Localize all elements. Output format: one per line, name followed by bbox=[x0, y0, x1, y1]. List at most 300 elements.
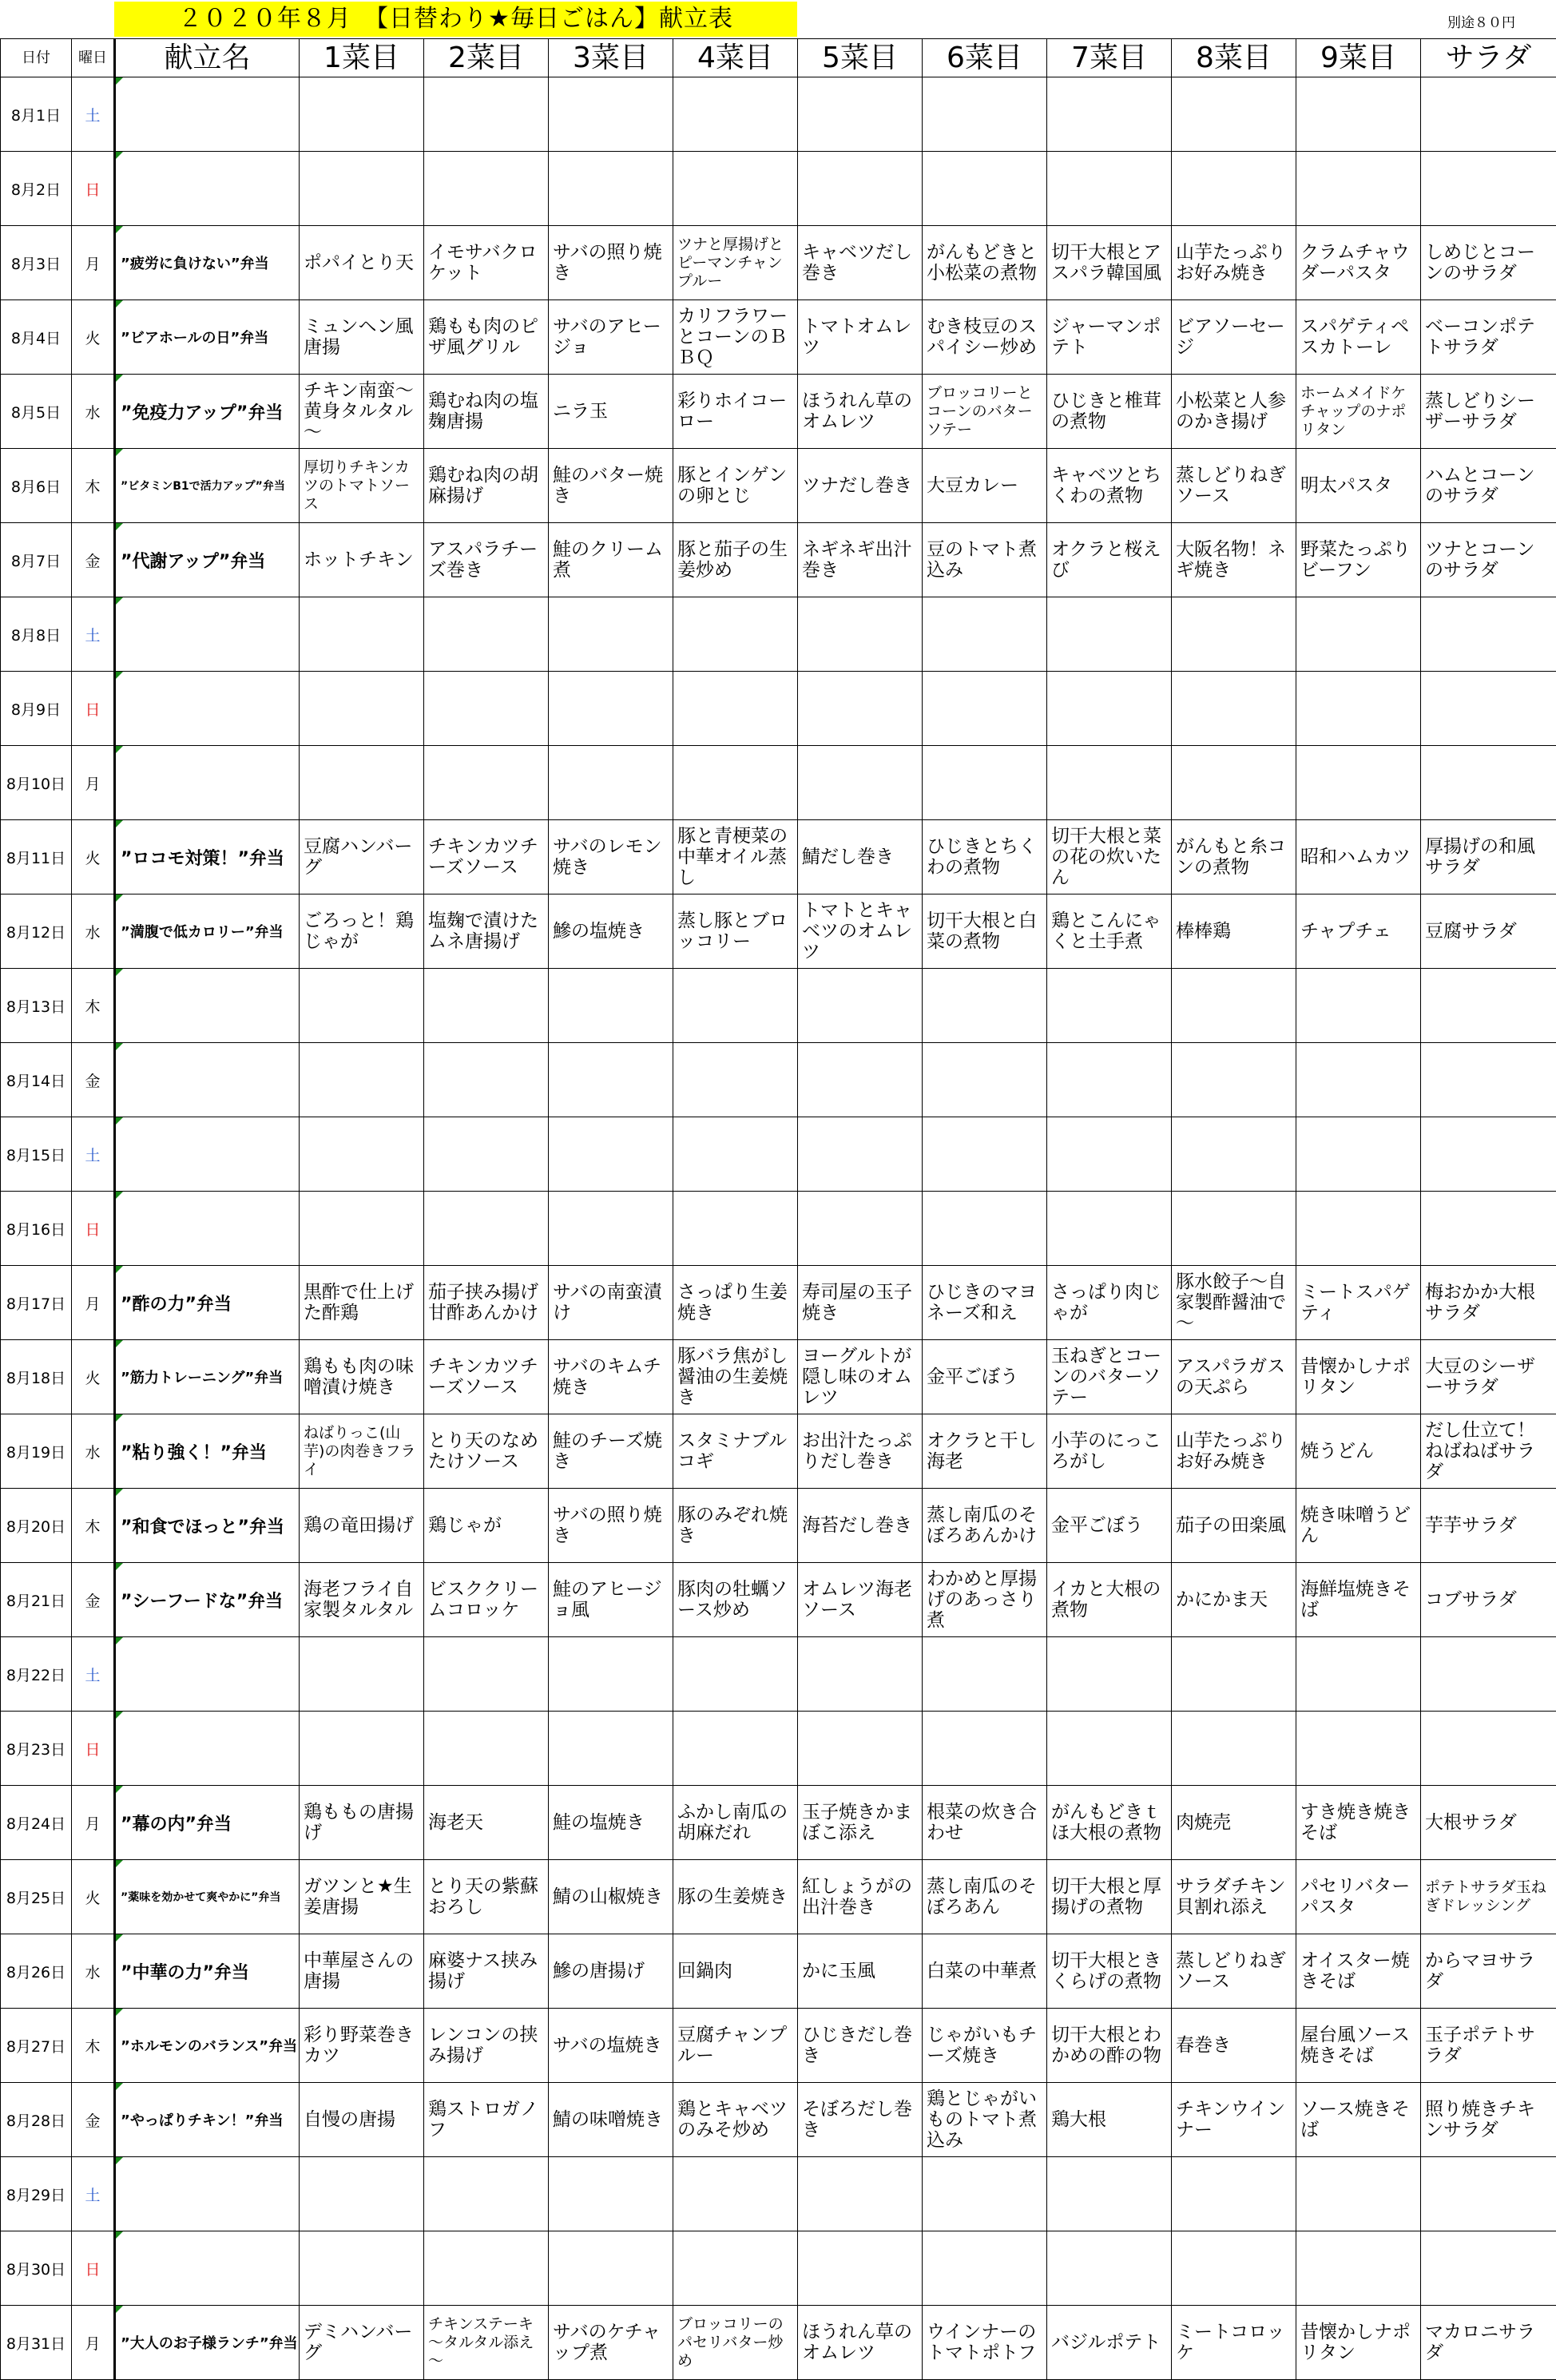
dish-cell bbox=[549, 672, 673, 746]
dish-cell bbox=[300, 969, 424, 1043]
weekday-cell: 金 bbox=[72, 1563, 115, 1637]
header-dish-4: 4菜目 bbox=[673, 39, 798, 77]
dish-cell: 鮭のバター焼き bbox=[549, 449, 673, 523]
dish-cell: 大豆カレー bbox=[923, 449, 1047, 523]
dish-cell: 豚肉の牡蠣ソース炒め bbox=[673, 1563, 798, 1637]
dish-cell: サバのキムチ焼き bbox=[549, 1340, 673, 1414]
dish-cell: 焼き味噌うどん bbox=[1296, 1489, 1421, 1563]
dish-cell: ひじきのマヨネーズ和え bbox=[923, 1266, 1047, 1340]
dish-cell: レンコンの挟み揚げ bbox=[424, 2009, 549, 2083]
dish-cell: 蒸し南瓜のそぼろあんかけ bbox=[923, 1489, 1047, 1563]
dish-cell: ウインナーのトマトポトフ bbox=[923, 2306, 1047, 2380]
dish-cell bbox=[1296, 1192, 1421, 1266]
dish-cell: サバのアヒージョ bbox=[549, 300, 673, 375]
dish-cell bbox=[673, 1043, 798, 1117]
dish-cell bbox=[673, 1637, 798, 1712]
dish-cell: 鶏ももの唐揚げ bbox=[300, 1786, 424, 1860]
dish-cell: オクラと干し海老 bbox=[923, 1414, 1047, 1489]
date-cell: 8月7日 bbox=[1, 523, 72, 597]
dish-cell: 白菜の中華煮 bbox=[923, 1934, 1047, 2009]
dish-cell bbox=[923, 1712, 1047, 1786]
menu-name-cell: ”薬味を効かせて爽やかに”弁当 bbox=[115, 1860, 300, 1934]
dish-cell: チキンステーキ～タルタル添え～ bbox=[424, 2306, 549, 2380]
dish-cell: 塩麹で漬けたムネ唐揚げ bbox=[424, 894, 549, 969]
dish-cell: 鶏大根 bbox=[1047, 2083, 1172, 2157]
dish-cell bbox=[1047, 1117, 1172, 1192]
weekday-cell: 金 bbox=[72, 1043, 115, 1117]
dish-cell bbox=[798, 746, 923, 820]
dish-cell: サバの南蛮漬け bbox=[549, 1266, 673, 1340]
dish-cell bbox=[549, 1043, 673, 1117]
date-cell: 8月4日 bbox=[1, 300, 72, 375]
dish-cell bbox=[798, 672, 923, 746]
weekday-cell: 木 bbox=[72, 969, 115, 1043]
dish-cell: とり天の紫蘇おろし bbox=[424, 1860, 549, 1934]
header-dish-8: 8菜目 bbox=[1172, 39, 1296, 77]
salad-cell bbox=[1421, 77, 1556, 152]
dish-cell: サバの照り焼き bbox=[549, 1489, 673, 1563]
dish-cell: 豆腐ハンバーグ bbox=[300, 820, 424, 894]
table-row bbox=[1, 1043, 1556, 1117]
dish-cell: 自慢の唐揚 bbox=[300, 2083, 424, 2157]
dish-cell bbox=[300, 1192, 424, 1266]
salad-cell: コブサラダ bbox=[1421, 1563, 1556, 1637]
dish-cell bbox=[1296, 969, 1421, 1043]
dish-cell bbox=[1172, 672, 1296, 746]
dish-cell: ガツンと★生姜唐揚 bbox=[300, 1860, 424, 1934]
dish-cell: ミートスパゲティ bbox=[1296, 1266, 1421, 1340]
dish-cell: 豚と茄子の生姜炒め bbox=[673, 523, 798, 597]
header-date: 日付 bbox=[1, 39, 72, 77]
dish-cell: 厚切りチキンカツのトマトソース bbox=[300, 449, 424, 523]
weekday-cell: 木 bbox=[72, 1489, 115, 1563]
menu-name-cell bbox=[115, 1192, 300, 1266]
table-row bbox=[1, 969, 1556, 1043]
dish-cell: オイスター焼きそば bbox=[1296, 1934, 1421, 2009]
dish-cell bbox=[1047, 1637, 1172, 1712]
header-dish-6: 6菜目 bbox=[923, 39, 1047, 77]
weekday-cell: 木 bbox=[72, 449, 115, 523]
table-row bbox=[1, 2009, 1556, 2083]
date-cell: 8月15日 bbox=[1, 1117, 72, 1192]
dish-cell: 麻婆ナス挟み揚げ bbox=[424, 1934, 549, 2009]
weekday-cell: 水 bbox=[72, 1414, 115, 1489]
dish-cell bbox=[923, 2231, 1047, 2306]
dish-cell: 屋台風ソース焼きそば bbox=[1296, 2009, 1421, 2083]
dish-cell: 鯖の山椒焼き bbox=[549, 1860, 673, 1934]
dish-cell: ミュンヘン風唐揚 bbox=[300, 300, 424, 375]
dish-cell: 鶏むね肉の胡麻揚げ bbox=[424, 449, 549, 523]
date-cell: 8月6日 bbox=[1, 449, 72, 523]
salad-cell bbox=[1421, 1117, 1556, 1192]
dish-cell bbox=[1172, 1637, 1296, 1712]
menu-name-cell bbox=[115, 2231, 300, 2306]
page-title: ２０２０年８月 【日替わり★毎日ごはん】献立表 bbox=[114, 2, 797, 37]
dish-cell bbox=[1172, 152, 1296, 226]
date-cell: 8月17日 bbox=[1, 1266, 72, 1340]
salad-cell: ポテトサラダ玉ねぎドレッシング bbox=[1421, 1860, 1556, 1934]
weekday-cell: 土 bbox=[72, 1637, 115, 1712]
table-row bbox=[1, 152, 1556, 226]
salad-cell bbox=[1421, 597, 1556, 672]
dish-cell bbox=[424, 152, 549, 226]
dish-cell: 根菜の炊き合わせ bbox=[923, 1786, 1047, 1860]
dish-cell: ブロッコリーのパセリバター炒め bbox=[673, 2306, 798, 2380]
salad-cell: 厚揚げの和風サラダ bbox=[1421, 820, 1556, 894]
dish-cell: ふかし南瓜の胡麻だれ bbox=[673, 1786, 798, 1860]
dish-cell: ニラ玉 bbox=[549, 375, 673, 449]
dish-cell bbox=[300, 672, 424, 746]
dish-cell bbox=[1296, 77, 1421, 152]
dish-cell: 茄子の田楽風 bbox=[1172, 1489, 1296, 1563]
dish-cell: 肉焼売 bbox=[1172, 1786, 1296, 1860]
menu-name-cell: ”疲労に負けない”弁当 bbox=[115, 226, 300, 300]
table-row bbox=[1, 1786, 1556, 1860]
dish-cell bbox=[923, 77, 1047, 152]
weekday-cell: 金 bbox=[72, 2083, 115, 2157]
dish-cell: デミハンバーグ bbox=[300, 2306, 424, 2380]
dish-cell: わかめと厚揚げのあっさり煮 bbox=[923, 1563, 1047, 1637]
dish-cell: 鶏とキャベツのみそ炒め bbox=[673, 2083, 798, 2157]
table-row bbox=[1, 226, 1556, 300]
menu-name-cell: ”ビアホールの日”弁当 bbox=[115, 300, 300, 375]
dish-cell: ミートコロッケ bbox=[1172, 2306, 1296, 2380]
dish-cell bbox=[1172, 2157, 1296, 2231]
dish-cell: 豆のトマト煮込み bbox=[923, 523, 1047, 597]
dish-cell: ひじきと椎茸の煮物 bbox=[1047, 375, 1172, 449]
date-cell: 8月19日 bbox=[1, 1414, 72, 1489]
salad-cell bbox=[1421, 746, 1556, 820]
dish-cell: サバのケチャップ煮 bbox=[549, 2306, 673, 2380]
dish-cell bbox=[673, 969, 798, 1043]
dish-cell: 紅しょうがの出汁巻き bbox=[798, 1860, 923, 1934]
dish-cell: 切干大根ときくらげの煮物 bbox=[1047, 1934, 1172, 2009]
dish-cell: トマトオムレツ bbox=[798, 300, 923, 375]
dish-cell: 鮭のクリーム煮 bbox=[549, 523, 673, 597]
dish-cell bbox=[300, 1117, 424, 1192]
salad-cell bbox=[1421, 2231, 1556, 2306]
dish-cell: お出汁たっぷりだし巻き bbox=[798, 1414, 923, 1489]
dish-cell: 豚のみぞれ焼き bbox=[673, 1489, 798, 1563]
dish-cell: 玉子焼きかまぼこ添え bbox=[798, 1786, 923, 1860]
dish-cell: すき焼き焼きそば bbox=[1296, 1786, 1421, 1860]
dish-cell: パセリバターパスタ bbox=[1296, 1860, 1421, 1934]
dish-cell bbox=[1296, 746, 1421, 820]
menu-name-cell: ”代謝アップ”弁当 bbox=[115, 523, 300, 597]
dish-cell bbox=[798, 1043, 923, 1117]
menu-name-cell bbox=[115, 1043, 300, 1117]
dish-cell bbox=[549, 1637, 673, 1712]
table-row bbox=[1, 2083, 1556, 2157]
weekday-cell: 水 bbox=[72, 1934, 115, 2009]
weekday-cell: 月 bbox=[72, 1786, 115, 1860]
header-dish-7: 7菜目 bbox=[1047, 39, 1172, 77]
dish-cell: 鶏もも肉のピザ風グリル bbox=[424, 300, 549, 375]
dish-cell bbox=[1172, 2231, 1296, 2306]
dish-cell bbox=[300, 1637, 424, 1712]
dish-cell: 蒸し豚とブロッコリー bbox=[673, 894, 798, 969]
dish-cell bbox=[1296, 1043, 1421, 1117]
dish-cell bbox=[673, 152, 798, 226]
dish-cell: 寿司屋の玉子焼き bbox=[798, 1266, 923, 1340]
salad-cell: からマヨサラダ bbox=[1421, 1934, 1556, 2009]
dish-cell: 彩りホイコーロー bbox=[673, 375, 798, 449]
dish-cell: ごろっと！鶏じゃが bbox=[300, 894, 424, 969]
date-cell: 8月3日 bbox=[1, 226, 72, 300]
table-row bbox=[1, 1712, 1556, 1786]
dish-cell: ねばりっこ(山芋)の肉巻きフライ bbox=[300, 1414, 424, 1489]
dish-cell: バジルポテト bbox=[1047, 2306, 1172, 2380]
date-cell: 8月11日 bbox=[1, 820, 72, 894]
dish-cell: 蒸しどりねぎソース bbox=[1172, 449, 1296, 523]
dish-cell bbox=[673, 672, 798, 746]
weekday-cell: 水 bbox=[72, 375, 115, 449]
salad-cell bbox=[1421, 672, 1556, 746]
dish-cell: チキン南蛮～黄身タルタル～ bbox=[300, 375, 424, 449]
weekday-cell: 火 bbox=[72, 1340, 115, 1414]
date-cell: 8月10日 bbox=[1, 746, 72, 820]
dish-cell bbox=[300, 2231, 424, 2306]
salad-cell: だし仕立て！ねばねばサラダ bbox=[1421, 1414, 1556, 1489]
salad-cell: 大豆のシーザーサラダ bbox=[1421, 1340, 1556, 1414]
header-dish-5: 5菜目 bbox=[798, 39, 923, 77]
weekday-cell: 金 bbox=[72, 523, 115, 597]
dish-cell bbox=[923, 1043, 1047, 1117]
salad-cell: 豆腐サラダ bbox=[1421, 894, 1556, 969]
dish-cell: 豚の生姜焼き bbox=[673, 1860, 798, 1934]
salad-cell: 梅おかか大根サラダ bbox=[1421, 1266, 1556, 1340]
dish-cell: 鶏ストロガノフ bbox=[424, 2083, 549, 2157]
salad-cell: しめじとコーンのサラダ bbox=[1421, 226, 1556, 300]
header-dish-9: 9菜目 bbox=[1296, 39, 1421, 77]
date-cell: 8月8日 bbox=[1, 597, 72, 672]
weekday-cell: 日 bbox=[72, 1192, 115, 1266]
table-row bbox=[1, 746, 1556, 820]
dish-cell bbox=[1047, 152, 1172, 226]
date-cell: 8月21日 bbox=[1, 1563, 72, 1637]
dish-cell: イモサバクロケット bbox=[424, 226, 549, 300]
dish-cell bbox=[798, 2231, 923, 2306]
dish-cell: 棒棒鶏 bbox=[1172, 894, 1296, 969]
dish-cell: オクラと桜えび bbox=[1047, 523, 1172, 597]
date-cell: 8月24日 bbox=[1, 1786, 72, 1860]
menu-name-cell bbox=[115, 597, 300, 672]
salad-cell: 芋芋サラダ bbox=[1421, 1489, 1556, 1563]
dish-cell bbox=[424, 2231, 549, 2306]
header-row bbox=[1, 39, 1556, 77]
weekday-cell: 日 bbox=[72, 672, 115, 746]
dish-cell bbox=[673, 2157, 798, 2231]
menu-name-cell: ”やっぱりチキン！”弁当 bbox=[115, 2083, 300, 2157]
salad-cell: ハムとコーンのサラダ bbox=[1421, 449, 1556, 523]
table-row bbox=[1, 1934, 1556, 2009]
weekday-cell: 木 bbox=[72, 2009, 115, 2083]
dish-cell bbox=[798, 2157, 923, 2231]
dish-cell: 蒸し南瓜のそぼろあん bbox=[923, 1860, 1047, 1934]
dish-cell: ビアソーセージ bbox=[1172, 300, 1296, 375]
dish-cell: ジャーマンポテト bbox=[1047, 300, 1172, 375]
weekday-cell: 火 bbox=[72, 820, 115, 894]
table-row bbox=[1, 894, 1556, 969]
dish-cell bbox=[1296, 597, 1421, 672]
dish-cell: チキンウインナー bbox=[1172, 2083, 1296, 2157]
dish-cell: 鮭のチーズ焼き bbox=[549, 1414, 673, 1489]
weekday-cell: 月 bbox=[72, 1266, 115, 1340]
dish-cell bbox=[424, 1043, 549, 1117]
dish-cell bbox=[1047, 597, 1172, 672]
dish-cell: 金平ごぼう bbox=[923, 1340, 1047, 1414]
dish-cell bbox=[1172, 1117, 1296, 1192]
salad-cell bbox=[1421, 1712, 1556, 1786]
dish-cell: 蒸しどりねぎソース bbox=[1172, 1934, 1296, 2009]
dish-cell bbox=[424, 2157, 549, 2231]
menu-name-cell bbox=[115, 2157, 300, 2231]
dish-cell: がんもどきｔほ大根の煮物 bbox=[1047, 1786, 1172, 1860]
dish-cell: キャベツとちくわの煮物 bbox=[1047, 449, 1172, 523]
menu-name-cell bbox=[115, 152, 300, 226]
dish-cell bbox=[424, 672, 549, 746]
date-cell: 8月9日 bbox=[1, 672, 72, 746]
dish-cell bbox=[424, 746, 549, 820]
date-cell: 8月26日 bbox=[1, 1934, 72, 2009]
date-cell: 8月2日 bbox=[1, 152, 72, 226]
menu-name-cell bbox=[115, 77, 300, 152]
menu-name-cell bbox=[115, 1637, 300, 1712]
dish-cell bbox=[798, 1637, 923, 1712]
menu-name-cell: ”筋力トレーニング”弁当 bbox=[115, 1340, 300, 1414]
dish-cell bbox=[549, 77, 673, 152]
menu-name-cell bbox=[115, 969, 300, 1043]
dish-cell: 鶏の竜田揚げ bbox=[300, 1489, 424, 1563]
dish-cell bbox=[1047, 2231, 1172, 2306]
dish-cell bbox=[424, 1192, 549, 1266]
header-dish-3: 3菜目 bbox=[549, 39, 673, 77]
table-row bbox=[1, 597, 1556, 672]
dish-cell bbox=[424, 1637, 549, 1712]
date-cell: 8月20日 bbox=[1, 1489, 72, 1563]
dish-cell: 鶏とこんにゃくと土手煮 bbox=[1047, 894, 1172, 969]
salad-cell: マカロニサラダ bbox=[1421, 2306, 1556, 2380]
dish-cell bbox=[1172, 969, 1296, 1043]
dish-cell: 海老天 bbox=[424, 1786, 549, 1860]
dish-cell bbox=[1172, 77, 1296, 152]
menu-name-cell: ”酢の力”弁当 bbox=[115, 1266, 300, 1340]
date-cell: 8月23日 bbox=[1, 1712, 72, 1786]
dish-cell: 大阪名物！ネギ焼き bbox=[1172, 523, 1296, 597]
dish-cell bbox=[798, 969, 923, 1043]
dish-cell bbox=[923, 1117, 1047, 1192]
dish-cell bbox=[1296, 152, 1421, 226]
dish-cell: ブロッコリーとコーンのバターソテー bbox=[923, 375, 1047, 449]
dish-cell bbox=[549, 1117, 673, 1192]
dish-cell bbox=[798, 1192, 923, 1266]
weekday-cell: 土 bbox=[72, 1117, 115, 1192]
dish-cell bbox=[1047, 746, 1172, 820]
weekday-cell: 土 bbox=[72, 597, 115, 672]
salad-cell: ベーコンポテトサラダ bbox=[1421, 300, 1556, 375]
table-row bbox=[1, 2231, 1556, 2306]
dish-cell bbox=[923, 152, 1047, 226]
header-salad: サラダ bbox=[1421, 39, 1556, 77]
dish-cell bbox=[923, 597, 1047, 672]
dish-cell: ネギネギ出汁巻き bbox=[798, 523, 923, 597]
dish-cell bbox=[300, 1712, 424, 1786]
dish-cell bbox=[1296, 672, 1421, 746]
dish-cell: 鯖の味噌焼き bbox=[549, 2083, 673, 2157]
dish-cell: オムレツ海老ソース bbox=[798, 1563, 923, 1637]
date-cell: 8月14日 bbox=[1, 1043, 72, 1117]
dish-cell: ほうれん草のオムレツ bbox=[798, 2306, 923, 2380]
dish-cell bbox=[549, 597, 673, 672]
weekday-cell: 日 bbox=[72, 152, 115, 226]
dish-cell: サラダチキン貝割れ添え bbox=[1172, 1860, 1296, 1934]
dish-cell bbox=[1172, 597, 1296, 672]
dish-cell: 黒酢で仕上げた酢鶏 bbox=[300, 1266, 424, 1340]
weekday-cell: 日 bbox=[72, 2231, 115, 2306]
dish-cell bbox=[300, 597, 424, 672]
menu-name-cell: ”シーフードな”弁当 bbox=[115, 1563, 300, 1637]
dish-cell: ツナと厚揚げとピーマンチャンプルー bbox=[673, 226, 798, 300]
weekday-cell: 日 bbox=[72, 1712, 115, 1786]
dish-cell: 回鍋肉 bbox=[673, 1934, 798, 2009]
dish-cell bbox=[798, 1117, 923, 1192]
menu-name-cell bbox=[115, 1117, 300, 1192]
date-cell: 8月5日 bbox=[1, 375, 72, 449]
menu-name-cell bbox=[115, 1712, 300, 1786]
dish-cell: 鰺の塩焼き bbox=[549, 894, 673, 969]
dish-cell: がんもどきと小松菜の煮物 bbox=[923, 226, 1047, 300]
dish-cell bbox=[424, 77, 549, 152]
date-cell: 8月31日 bbox=[1, 2306, 72, 2380]
dish-cell: サバのレモン焼き bbox=[549, 820, 673, 894]
price-note: 別途８０円 bbox=[1447, 15, 1515, 31]
dish-cell: 切干大根とアスパラ韓国風 bbox=[1047, 226, 1172, 300]
dish-cell: スタミナブルコギ bbox=[673, 1414, 798, 1489]
date-cell: 8月1日 bbox=[1, 77, 72, 152]
dish-cell bbox=[1047, 1712, 1172, 1786]
table-row bbox=[1, 672, 1556, 746]
dish-cell bbox=[798, 152, 923, 226]
dish-cell: 豆腐チャンプルー bbox=[673, 2009, 798, 2083]
dish-cell: 鮭の塩焼き bbox=[549, 1786, 673, 1860]
header-menu-name: 献立名 bbox=[115, 39, 300, 77]
dish-cell: 鶏もも肉の味噌漬け焼き bbox=[300, 1340, 424, 1414]
menu-name-cell bbox=[115, 672, 300, 746]
table-row bbox=[1, 1414, 1556, 1489]
dish-cell bbox=[1296, 1637, 1421, 1712]
dish-cell bbox=[923, 1192, 1047, 1266]
dish-cell: 金平ごぼう bbox=[1047, 1489, 1172, 1563]
dish-cell: キャベツだし巻き bbox=[798, 226, 923, 300]
dish-cell bbox=[673, 597, 798, 672]
menu-name-cell: ”和食でほっと”弁当 bbox=[115, 1489, 300, 1563]
dish-cell bbox=[300, 152, 424, 226]
dish-cell bbox=[1047, 2157, 1172, 2231]
table-row bbox=[1, 1637, 1556, 1712]
menu-body bbox=[1, 77, 1556, 2380]
dish-cell bbox=[798, 77, 923, 152]
table-row bbox=[1, 449, 1556, 523]
dish-cell bbox=[300, 2157, 424, 2231]
dish-cell bbox=[424, 1117, 549, 1192]
table-row bbox=[1, 1860, 1556, 1934]
dish-cell: 焼うどん bbox=[1296, 1414, 1421, 1489]
dish-cell: ヨーグルトが隠し味のオムレツ bbox=[798, 1340, 923, 1414]
menu-name-cell: ”ホルモンのバランス”弁当 bbox=[115, 2009, 300, 2083]
weekday-cell: 土 bbox=[72, 2157, 115, 2231]
dish-cell bbox=[549, 2231, 673, 2306]
salad-cell: 蒸しどりシーザーサラダ bbox=[1421, 375, 1556, 449]
